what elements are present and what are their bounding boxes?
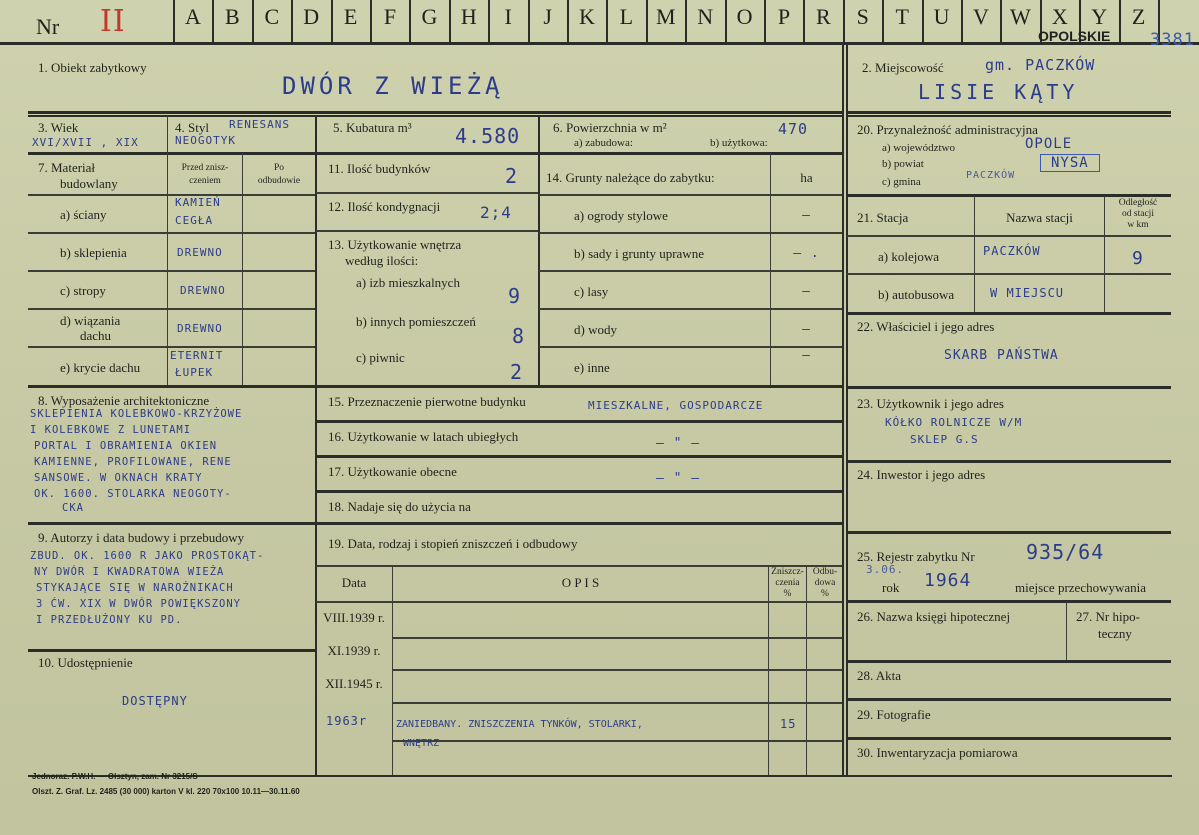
f20-c: c) gmina: [882, 176, 921, 188]
f7-row-c: [28, 270, 315, 272]
f19-row4-opis: ZANIEDBANY. ZNISZCZENIA TYNKÓW, STOLARKI,: [396, 719, 643, 730]
f3-label: 3. Wiek: [38, 120, 79, 135]
f14-d-value: —: [802, 322, 811, 337]
f27-label1: 27. Nr hipo-: [1076, 609, 1140, 624]
f23-value1: KÓŁKO ROLNICZE W/M: [885, 416, 1023, 429]
f7-label1: 7. Materiał: [38, 160, 96, 175]
letter-cell: R: [816, 4, 831, 29]
catalog-number: 3381: [1150, 30, 1195, 50]
f21-label: 21. Stacja: [857, 210, 909, 225]
f4-label: 4. Styl: [175, 120, 209, 135]
f7-col-after2: odbudowie: [257, 176, 301, 186]
f14-head-line: [539, 194, 842, 196]
f7-a-label: a) ściany: [60, 207, 107, 222]
f29-label: 29. Fotografie: [857, 707, 931, 722]
f2-label: 2. Miejscowość: [862, 60, 944, 75]
f25-nr-value: 935/64: [1026, 540, 1105, 564]
f14-b-label: b) sady i grunty uprawne: [574, 246, 704, 261]
letter-cell: X: [1051, 4, 1068, 29]
f5-value: 4.580: [455, 124, 521, 148]
nr-value: II: [100, 4, 126, 39]
f21-b-name: W MIEJSCU: [990, 286, 1065, 300]
f19-row4-opis2: WNĘTRZ: [403, 738, 440, 749]
f7-c-before: DREWNO: [180, 284, 226, 297]
f19-col-od1: Odbu-: [812, 567, 838, 577]
f12-value: 2;4: [480, 203, 512, 222]
f20-b-value: NYSA: [1040, 154, 1100, 172]
f27-label2: teczny: [1098, 626, 1132, 641]
f14-unit: ha: [800, 170, 813, 185]
f19-row3-date: XII.1945 r.: [325, 676, 383, 691]
f19-r4: [392, 740, 842, 742]
f24-label: 24. Inwestor i jego adres: [857, 467, 986, 482]
r26-line: [847, 660, 1171, 663]
letter-cell: E: [343, 4, 358, 29]
f14-c-label: c) lasy: [574, 284, 609, 299]
f7-d-label1: d) wiązania: [60, 313, 121, 328]
f21-col-name: Nazwa stacji: [1006, 210, 1073, 225]
f6-b-value: 470: [778, 120, 809, 138]
f15-value: MIESZKALNE, GOSPODARCZE: [588, 399, 764, 412]
letter-cell: D: [303, 4, 320, 29]
f12-label: 12. Ilość kondygnacji: [328, 199, 441, 214]
f19-head-top: [316, 565, 842, 567]
f5-label: 5. Kubatura m³: [333, 120, 412, 135]
r2-line: [847, 111, 1171, 114]
f7-col1: [167, 153, 168, 385]
letter-cell: P: [777, 4, 791, 29]
div-3-4: [167, 116, 168, 153]
f8-line6: OK. 1600. STOLARKA NEOGOTY-: [34, 488, 232, 500]
f16-label: 16. Użytkowanie w latach ubiegłych: [328, 429, 519, 444]
r22-line: [847, 386, 1171, 389]
bottom-line: [28, 775, 1172, 777]
divider-right-column: [842, 44, 844, 776]
f21-a: a) kolejowa: [878, 249, 940, 264]
letter-cell: K: [579, 4, 595, 29]
f13-label2: według ilości:: [345, 253, 419, 268]
f25-rok-value: 1964: [924, 570, 972, 591]
letter-cell: S: [856, 4, 869, 29]
f7-col-before1: Przed znisz-: [181, 163, 229, 173]
header-bottom-line: [0, 42, 1199, 45]
f13-c-label: c) piwnic: [356, 350, 405, 365]
f16-value: — " —: [656, 436, 701, 451]
f28-label: 28. Akta: [857, 668, 902, 683]
f14-e-label: e) inne: [574, 360, 610, 375]
letter-cell: A: [185, 4, 201, 29]
f19-col-od2: dowa: [814, 578, 836, 588]
f17-line: [316, 490, 842, 493]
f19-col-date: Data: [341, 575, 367, 590]
f8-line2: I KOLEBKOWE Z LUNETAMI: [30, 424, 192, 436]
letter-cell: L: [619, 4, 634, 29]
f21-a-dist: 9: [1132, 248, 1144, 269]
f13-label1: 13. Użytkowanie wnętrza: [328, 237, 462, 252]
f2-value: LISIE KĄTY: [918, 80, 1079, 104]
f7-b-label: b) sklepienia: [60, 245, 127, 260]
footer-line1: Jednoraz. P.W.H. — Olsztyn, zam. Nr 3215/S: [32, 772, 198, 781]
f7-row-b: [28, 232, 315, 234]
r21-b: [847, 312, 1171, 315]
letter-cell: O: [736, 4, 753, 29]
f14-label: 14. Grunty należące do zabytku:: [546, 170, 715, 185]
f9-label: 9. Autorzy i data budowy i przebudowy: [38, 530, 245, 545]
r23-line: [847, 460, 1171, 463]
f7-row-e: [28, 346, 315, 348]
divider-right-column-2: [846, 44, 848, 776]
f13-a-label: a) izb mieszkalnych: [356, 275, 460, 290]
nr-label: Nr: [36, 14, 60, 39]
f9-line5: I PRZEDŁUŻONY KU PD.: [36, 614, 183, 626]
f18-label: 18. Nadaje się do użycia na: [328, 499, 471, 514]
f7-a-before1: KAMIEŃ: [175, 196, 221, 209]
f9-line1: ZBUD. OK. 1600 R JAKO PROSTOKĄT-: [30, 550, 265, 562]
r24-line: [847, 531, 1171, 534]
f8-line1: SKLEPIENIA KOLEBKOWO-KRZYŻOWE: [30, 408, 243, 420]
f7-e-before2: ŁUPEK: [175, 366, 214, 379]
r26-col: [1066, 602, 1067, 660]
f26-label: 26. Nazwa księgi hipotecznej: [857, 609, 1011, 624]
f19-r1: [392, 637, 842, 639]
f25-date: 3.06.: [866, 563, 905, 576]
f22-label: 22. Właściciel i jego adres: [857, 319, 995, 334]
f1-label: 1. Obiekt zabytkowy: [38, 60, 147, 75]
f19-head-bot: [316, 601, 842, 603]
r20-line: [847, 194, 1171, 197]
f21-col-dist2: od stacji: [1122, 209, 1154, 219]
f13-b-value: 8: [512, 324, 526, 348]
f20-a-value: OPOLE: [1025, 136, 1073, 152]
f19-col-zn3: %: [783, 589, 792, 599]
f9-line3: STYKAJĄCE SIĘ W NAROŻNIKACH: [36, 582, 234, 594]
f19-r2: [392, 669, 842, 671]
f13-c-value: 2: [510, 360, 524, 384]
f21-col-dist1: Odległość: [1118, 198, 1158, 208]
f19-col-zn2: czenia: [775, 578, 800, 588]
f13-a-value: 9: [508, 284, 522, 308]
f7-row-d: [28, 308, 315, 310]
letter-cell: Y: [1091, 4, 1108, 29]
f19-col-od3: %: [821, 589, 829, 599]
region-stamp: OPOLSKIE: [1038, 28, 1111, 44]
letter-cell: I: [504, 4, 512, 29]
f8-line4: KAMIENNE, PROFILOWANE, RENE: [34, 456, 232, 468]
f17-label: 17. Użytkowanie obecne: [328, 464, 457, 479]
f7-col-before2: czeniem: [189, 176, 221, 186]
f7-d-label2: dachu: [80, 328, 112, 343]
f14-b-value: — .: [793, 246, 820, 261]
letter-cell: B: [225, 4, 240, 29]
f19-col-zn1: Zniszcz-: [771, 567, 804, 577]
f7-col2: [242, 153, 243, 385]
letter-cell: T: [895, 4, 909, 29]
f1-value: DWÓR Z WIEŻĄ: [282, 72, 504, 100]
f19-label: 19. Data, rodzaj i stopień zniszczeń i odbudowy: [328, 536, 578, 551]
f25-rok-label: rok: [882, 580, 900, 595]
f18-line: [28, 522, 842, 525]
letter-cell: N: [697, 4, 714, 29]
f7-label2: budowlany: [60, 176, 118, 191]
f11-line: [316, 192, 538, 194]
f14-r3: [539, 308, 842, 310]
f22-value: SKARB PAŃSTWA: [944, 348, 1059, 363]
letter-cell: J: [543, 4, 552, 29]
f20-b: b) powiat: [882, 158, 924, 170]
f14-d-label: d) wody: [574, 322, 617, 337]
row8-line: [28, 385, 842, 388]
f4-value2: NEOGOTYK: [175, 134, 236, 147]
f14-e-value: —: [802, 348, 811, 363]
f7-e-label: e) krycie dachu: [60, 360, 141, 375]
f4-value1: RENESANS: [229, 118, 290, 131]
f25-label: 25. Rejestr zabytku Nr: [857, 549, 975, 564]
f20-label: 20. Przynależność administracyjna: [857, 122, 1038, 137]
f19-row1-date: VIII.1939 r.: [323, 610, 385, 625]
f7-row-a: [28, 194, 315, 196]
f7-col-after1: Po: [273, 163, 285, 173]
f12-line: [316, 230, 538, 232]
f17-value: — " —: [656, 471, 701, 486]
letter-cell: C: [264, 4, 280, 29]
letter-cell: F: [383, 4, 397, 29]
f8-label: 8. Wyposażenie architektoniczne: [38, 393, 210, 408]
f14-r1: [539, 232, 842, 234]
f21-b: b) autobusowa: [878, 287, 955, 302]
letter-cell: H: [460, 4, 477, 29]
f16-line: [316, 455, 842, 458]
r21-a: [847, 273, 1171, 275]
row1-line: [28, 111, 842, 114]
row1-line-b: [28, 115, 842, 117]
f21-col-dist3: w km: [1127, 220, 1149, 230]
r28-line: [847, 698, 1171, 701]
f19-row2-date: XI.1939 r.: [327, 643, 381, 658]
f6-label: 6. Powierzchnia w m²: [553, 120, 667, 135]
f19-row4-date: 1963r: [326, 714, 368, 728]
f30-label: 30. Inwentaryzacja pomiarowa: [857, 745, 1018, 760]
f8-line7: CKA: [62, 502, 84, 514]
f9-line2: NY DWÓR I KWADRATOWA WIEŻA: [34, 566, 225, 578]
f14-c-value: —: [802, 284, 811, 299]
f19-row4-zn: 15: [780, 717, 797, 731]
letter-cell: V: [973, 4, 989, 29]
f23-value2: SKLEP G.S: [910, 433, 979, 446]
f23-label: 23. Użytkownik i jego adres: [857, 396, 1004, 411]
f19-col-opis: O P I S: [561, 575, 600, 590]
f2-gmina: gm. PACZKÓW: [985, 56, 1096, 74]
f7-e-before1: ETERNIT: [170, 349, 224, 362]
letter-cell: U: [933, 4, 950, 29]
f20-a: a) województwo: [882, 142, 956, 154]
footer-line2: Olszt. Z. Graf. Lz. 2485 (30 000) karton V kl. 220 70x100 10.11—30.11.60: [32, 787, 300, 796]
f25-miejsce: miejsce przechowywania: [1015, 580, 1147, 595]
f7-a-before2: CEGŁA: [175, 214, 214, 227]
f21-a-name: PACZKÓW: [983, 244, 1041, 258]
f14-a-label: a) ogrody stylowe: [574, 208, 668, 223]
r2-line-b: [847, 115, 1171, 117]
f9-line: [28, 649, 316, 652]
f14-a-value: —: [802, 208, 811, 223]
f8-line5: SANSOWE. W OKNACH KRATY: [34, 472, 203, 484]
f6-b: b) użytkowa:: [710, 137, 768, 149]
r21-head: [847, 235, 1171, 237]
f3-value: XVI/XVII , XIX: [32, 136, 139, 149]
f6-a: a) zabudowa:: [574, 137, 633, 149]
letter-cell: M: [656, 4, 676, 29]
letter-cell: Z: [1131, 4, 1146, 29]
f7-d-before: DREWNO: [177, 322, 223, 335]
r29-line: [847, 737, 1171, 740]
f11-value: 2: [505, 164, 519, 188]
div-left-mid: [315, 116, 317, 522]
f7-c-label: c) stropy: [60, 283, 106, 298]
f15-line: [316, 420, 842, 423]
f20-c-value: PACZKÓW: [966, 170, 1016, 181]
f11-label: 11. Ilość budynków: [328, 161, 431, 176]
f7-b-before: DREWNO: [177, 246, 223, 259]
f13-b-label: b) innych pomieszczeń: [356, 314, 476, 329]
f15-label: 15. Przeznaczenie pierwotne budynku: [328, 394, 526, 409]
f8-line3: PORTAL I OBRAMIENIA OKIEN: [34, 440, 218, 452]
f10-value: DOSTĘPNY: [122, 694, 188, 708]
f14-r2: [539, 270, 842, 272]
letter-cell: G: [421, 4, 438, 29]
row3-line: [28, 152, 842, 155]
r25-line: [847, 600, 1171, 603]
letter-cell: W: [1010, 4, 1031, 29]
f10-label: 10. Udostępnienie: [38, 655, 133, 670]
f9-line4: 3 ĆW. XIX W DWÓR POWIĘKSZONY: [36, 598, 242, 610]
f19-r3: [392, 702, 842, 704]
